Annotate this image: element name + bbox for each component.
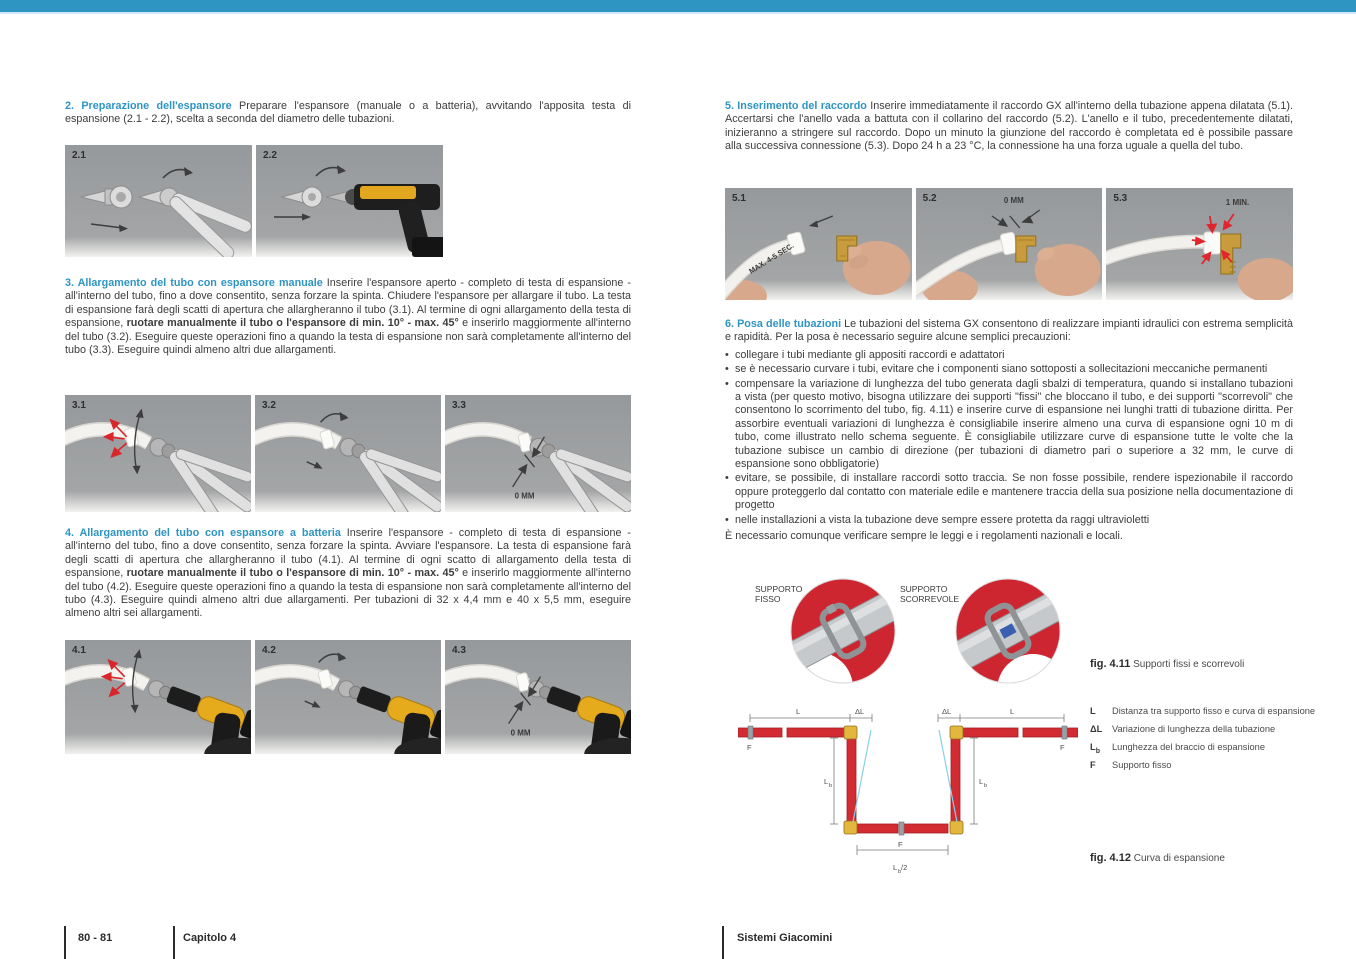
bullet-text: nelle installazioni a vista la tubazione deve sempre essere protetta da raggi ultravioletti bbox=[735, 513, 1150, 526]
figure-label: 4.2 bbox=[262, 645, 276, 656]
legend-item bbox=[1090, 742, 1325, 757]
photo-fitting-insert-step3 bbox=[1106, 188, 1293, 300]
top-accent-bar-light bbox=[0, 12, 1356, 14]
dim-F-left: F bbox=[747, 743, 752, 752]
top-accent-bar bbox=[0, 0, 1356, 12]
figure-4-11-caption bbox=[1090, 658, 1340, 670]
figure-label: 2.1 bbox=[72, 150, 86, 161]
legend-symbol: ΔL bbox=[1090, 723, 1103, 734]
photo-battery-expansion-step3 bbox=[445, 640, 631, 754]
section-6-bullet-list bbox=[725, 349, 1293, 527]
legend-text: Distanza tra supporto fisso e curva di espansione bbox=[1112, 706, 1316, 716]
figure-4-11-caption-text: Supporti fissi e scorrevoli bbox=[1133, 659, 1245, 670]
figure-strip-5 bbox=[725, 188, 1293, 300]
figure-4-11-supports bbox=[733, 576, 1073, 688]
photo-manual-expansion-step2 bbox=[255, 395, 441, 512]
dim-Lb-half-main: L bbox=[893, 863, 898, 872]
dim-L-right: L bbox=[1010, 707, 1015, 716]
section-4-paragraph bbox=[65, 527, 631, 621]
section-3-paragraph bbox=[65, 277, 631, 357]
section-2-body: Preparare l'espansore (manuale o a batteria), avvitando l'apposita testa di espansione (2.1 - 2.2), scelta a seconda del diametro delle tubazioni. bbox=[65, 100, 631, 126]
figure-4-12-caption-text: Curva di espansione bbox=[1133, 853, 1225, 864]
section-4-body2: e inserirlo maggiormente all'interno del tubo (4.2). Eseguire queste operazioni fino a quando la testa di espansione non sarà completamente all'interno del tubo (4.3). Eseguire quindi almeno altri due allargamenti. Per tubazioni di 32 x 4,4 mm e 40 x 5,5 mm, eseguire almeno altri sei allargamenti. bbox=[65, 567, 631, 620]
section-5-heading: 5. Inserimento del raccordo bbox=[725, 100, 867, 112]
dim-Lb-right-main: L bbox=[979, 777, 984, 786]
figure-label: 4.3 bbox=[452, 645, 466, 656]
deflection-lines bbox=[853, 730, 957, 822]
bullet-text: evitare, se possibile, di installare raccordi sotto traccia. Se non fosse possibile, rendere ispezionabile il raccordo oppure proteggerlo dal contatto con materiale edile e mantenere traccia della sua posizione nella documentazione di progetto bbox=[735, 472, 1293, 512]
figure-4-2 bbox=[255, 640, 441, 754]
figure-label: 5.2 bbox=[922, 193, 937, 204]
figure-strip-3 bbox=[65, 395, 631, 512]
bullet-item bbox=[725, 378, 1293, 472]
figure-note: MAX. 4-5 SEC. bbox=[747, 240, 796, 276]
dim-Lb-half-suffix: /2 bbox=[901, 863, 908, 872]
legend-item bbox=[1090, 760, 1325, 775]
dim-F-right: F bbox=[1060, 743, 1065, 752]
section-4-bold-run: ruotare manualmente il tubo o l'espansore di min. 10° - max. 45° bbox=[126, 567, 459, 580]
figure-note: 0 MM bbox=[510, 728, 531, 738]
footer-divider bbox=[173, 926, 175, 959]
bullet-item bbox=[725, 514, 1293, 527]
dim-Lb-left-main: L bbox=[824, 777, 829, 786]
figure-strip-4 bbox=[65, 640, 631, 754]
supporto-fisso-label-line1: SUPPORTO bbox=[755, 584, 803, 594]
bullet-text: se è necessario curvare i tubi, evitare che i componenti siano sottoposti a sollecitazioni meccaniche permanenti bbox=[735, 363, 1268, 376]
legend-symbol-sub: b bbox=[1095, 747, 1100, 755]
dim-L-left: L bbox=[796, 707, 801, 716]
elbow-fittings bbox=[844, 726, 963, 834]
bullet-text: compensare la variazione di lunghezza del tubo generata dagli sbalzi di temperatura, quando si installano tubazioni a vista (per questo motivo, bisogna utilizzare dei supporti "fissi" che bloccano il tubo, e dei supporti "scorrevoli" che consentono lo scorrimento del tubo, fig. 4.11) e inserire curve di espansione nei lunghi tratti di tubazione diritta. Per assorbire eventuali variazioni di lunghezza è consigliabile inserire almeno una curva di espansione ogni 10 m di tubo, come illustrato nello schema seguente. È consigliabile utilizzare curve di espansione tutte le volte che la tubazione subisce un cambio di direzione (per tubazioni di diametro pari o superiore a 32 mm, le curve di espansione sono obbligatorie) bbox=[735, 377, 1293, 471]
figure-4-3 bbox=[445, 640, 631, 754]
bullet-glyph: • bbox=[725, 472, 729, 485]
legend-item bbox=[1090, 706, 1325, 721]
figure-label: 5.1 bbox=[732, 193, 746, 204]
figure-2-1 bbox=[65, 145, 252, 257]
supporto-scorrevole-label-line1: SUPPORTO bbox=[900, 584, 948, 594]
bullet-glyph: • bbox=[725, 348, 729, 361]
bullet-glyph: • bbox=[725, 513, 729, 526]
photo-battery-expander-head bbox=[256, 145, 443, 257]
bullet-glyph: • bbox=[725, 377, 729, 390]
figure-3-3 bbox=[445, 395, 631, 512]
figure-4-12-legend bbox=[1090, 706, 1325, 777]
figure-label: 3.1 bbox=[72, 400, 86, 411]
figure-5-2 bbox=[916, 188, 1103, 300]
pipe-clamps bbox=[748, 726, 1067, 835]
figure-note: 0 MM bbox=[1003, 195, 1024, 206]
section-6-closing: È necessario comunque verificare sempre le leggi e i regolamenti nazionali e locali. bbox=[725, 530, 1123, 543]
dim-dL-right: ΔL bbox=[942, 707, 952, 716]
figure-label: 4.1 bbox=[72, 645, 86, 656]
section-6-heading: 6. Posa delle tubazioni bbox=[725, 318, 842, 330]
legend-symbol: L bbox=[1090, 706, 1096, 716]
figure-4-1 bbox=[65, 640, 251, 754]
figure-5-3 bbox=[1106, 188, 1293, 300]
section-3-bold-run: ruotare manualmente il tubo o l'espansore di min. 10° - max. 45° bbox=[126, 317, 459, 330]
section-3-heading: 3. Allargamento del tubo con espansore manuale bbox=[65, 277, 323, 289]
footer-divider bbox=[722, 926, 724, 959]
legend-text: Supporto fisso bbox=[1112, 759, 1172, 770]
section-4-body1: Inserire l'espansore - completo di testa di espansione - all'interno del tubo, fino a dove consentito, senza forzare la spinta. Avviare l'espansore. La testa di espansione farà degli scatti di apertura che allargheranno il tubo (4.1). Al termine di ogni scatto di allargamento della testa di espansione, bbox=[65, 527, 631, 580]
supporto-fisso-label-line2: FISSO bbox=[755, 594, 781, 604]
dim-dL-left: ΔL bbox=[855, 707, 865, 716]
footer-divider bbox=[64, 926, 66, 959]
figure-label: 3.3 bbox=[452, 400, 466, 411]
photo-manual-expansion-step3 bbox=[445, 395, 631, 512]
figure-4-11-caption-ref: fig. 4.11 bbox=[1090, 658, 1131, 670]
section-4-heading: 4. Allargamento del tubo con espansore a batteria bbox=[65, 527, 341, 539]
figure-5-1 bbox=[725, 188, 912, 300]
legend-symbol: F bbox=[1090, 759, 1096, 770]
figure-3-2 bbox=[255, 395, 441, 512]
footer-page-numbers: 80 - 81 bbox=[78, 932, 113, 944]
legend-item bbox=[1090, 724, 1325, 739]
photo-manual-expander-head bbox=[65, 145, 252, 257]
photo-battery-expansion-step2 bbox=[255, 640, 441, 754]
dim-Lb-half-sub: b bbox=[898, 869, 902, 875]
photo-fitting-insert-step1 bbox=[725, 188, 912, 300]
section-5-body: Inserire immediatamente il raccordo GX all'interno della tubazione appena dilatata (5.1). Accertarsi che l'anello vada a battuta con il collarino del raccordo (5.2). L'anello e il tubo, precedentemente dilatati, inizieranno a stringere sul raccordo. Dopo un minuto la giunzione del raccordo è completata ed è possibile passare alla successiva connessione (5.3). Dopo 24 h a 23 °C, la connessione ha una forza uguale a quella del tubo. bbox=[725, 100, 1293, 153]
section-6-paragraph bbox=[725, 318, 1293, 544]
figure-4-12-caption-ref: fig. 4.12 bbox=[1090, 852, 1131, 864]
section-6-intro: Le tubazioni del sistema GX consentono di realizzare impianti idraulici con estrema semplicità e rapidità. Per la posa è necessario seguire alcune semplici precauzioni: bbox=[725, 318, 1293, 344]
figure-3-1 bbox=[65, 395, 251, 512]
bullet-text: collegare i tubi mediante gli appositi raccordi e adattatori bbox=[735, 348, 1005, 361]
bullet-item bbox=[725, 363, 1293, 376]
figure-4-12-caption bbox=[1090, 852, 1340, 864]
figure-label: 3.2 bbox=[262, 400, 276, 411]
section-3-body1: Inserire l'espansore aperto - completo di testa di espansione - all'interno del tubo, fino a dove consentito, senza forzare la spinta. Chiudere l'espansore per allargare il tubo. La testa di espansione farà degli scatti di apertura che allargheranno il tubo (3.1). Al termine di ogni allargamento della testa di espansione, bbox=[65, 277, 631, 330]
figure-label: 2.2 bbox=[263, 150, 277, 161]
section-5-paragraph bbox=[725, 100, 1293, 154]
section-2-heading: 2. Preparazione dell'espansore bbox=[65, 100, 232, 112]
photo-manual-expansion-step1 bbox=[65, 395, 251, 512]
bullet-item bbox=[725, 472, 1293, 512]
dim-F-bottom: F bbox=[898, 840, 903, 849]
figure-label: 5.3 bbox=[1113, 193, 1128, 204]
photo-battery-expansion-step1 bbox=[65, 640, 251, 754]
figure-4-12-expansion-curve bbox=[738, 698, 1078, 882]
legend-text: Variazione di lunghezza della tubazione bbox=[1112, 723, 1276, 734]
red-pipes bbox=[738, 728, 1078, 833]
legend-text: Lunghezza del braccio di espansione bbox=[1112, 741, 1265, 752]
section-2-paragraph bbox=[65, 100, 631, 127]
figure-note: 1 MIN. bbox=[1226, 197, 1250, 208]
photo-fitting-insert-step2 bbox=[916, 188, 1103, 300]
legend-symbol: L bbox=[1090, 741, 1096, 752]
figure-strip-2 bbox=[65, 145, 443, 257]
section-3-body2: e inserirlo maggiormente all'interno del tubo (3.2). Eseguire queste operazioni fino a quando la testa di espansione non sarà completamente all'interno del tubo (3.3). Eseguire quindi almeno altri due allargamenti. bbox=[65, 317, 631, 357]
sliding-support-photo bbox=[940, 579, 1073, 688]
figure-2-2 bbox=[256, 145, 443, 257]
figure-note: 0 MM bbox=[514, 491, 535, 501]
supporto-scorrevole-label-line2: SCORREVOLE bbox=[900, 594, 960, 604]
footer-chapter: Capitolo 4 bbox=[183, 932, 237, 944]
footer-brand: Sistemi Giacomini bbox=[737, 932, 833, 944]
bullet-item bbox=[725, 349, 1293, 362]
dim-Lb-right-sub: b bbox=[984, 783, 988, 789]
dim-Lb-left-sub: b bbox=[829, 783, 833, 789]
bullet-glyph: • bbox=[725, 363, 729, 376]
